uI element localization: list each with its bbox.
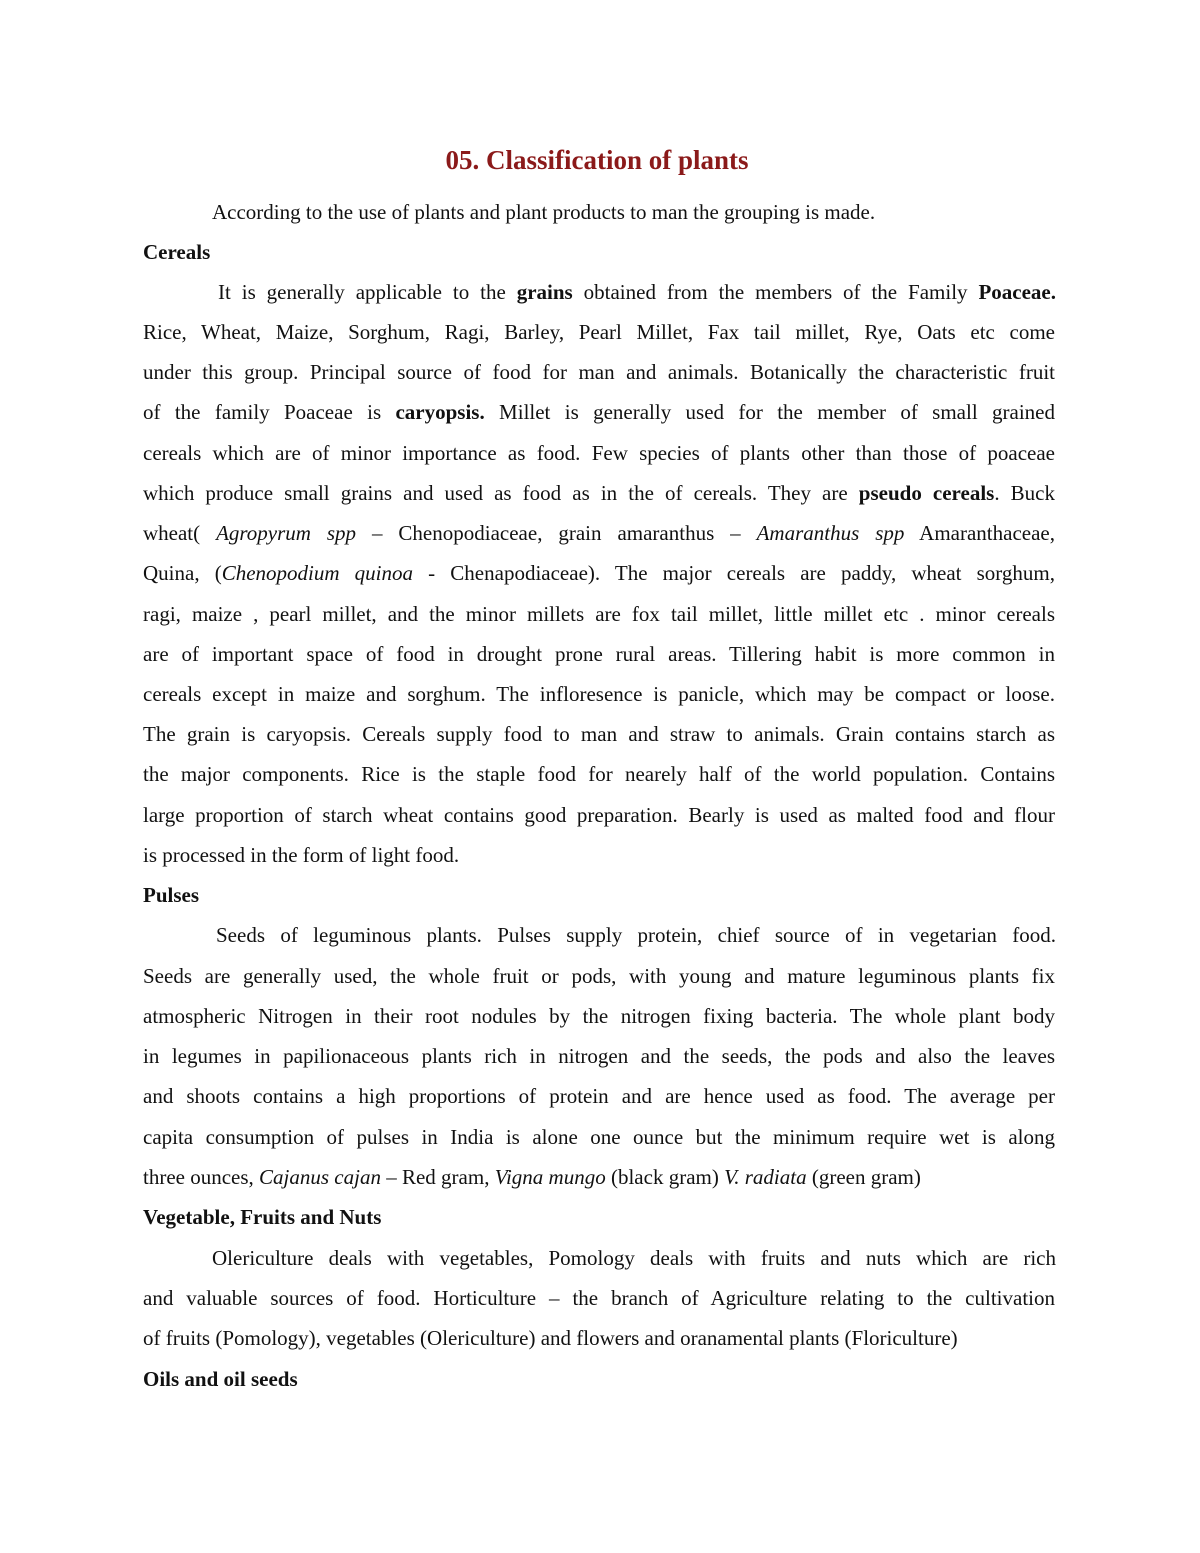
vegetables-line-2: and valuable sources of food. Horticulture – the branch of Agriculture relating to the cultivation <box>143 1286 1055 1310</box>
cereals-line-11: cereals except in maize and sorghum. The infloresence is panicle, which may be compact or loose. <box>143 682 1055 706</box>
cereals-line-1: It is generally applicable to the grains obtained from the members of the Family Poaceae. <box>218 280 1056 304</box>
vegetables-line-3: of fruits (Pomology), vegetables (Olericulture) and flowers and oranamental plants (Floriculture) <box>143 1326 958 1350</box>
cereals-line-6: which produce small grains and used as food as in the of cereals. They are pseudo cereals. Buck <box>143 481 1055 505</box>
cereals-line-7: wheat( Agropyrum spp – Chenopodiaceae, grain amaranthus – Amaranthus spp Amaranthaceae, <box>143 521 1055 545</box>
cereals-line-13: the major components. Rice is the staple food for nearely half of the world population. Contains <box>143 762 1055 786</box>
cereals-line-14: large proportion of starch wheat contains good preparation. Bearly is used as malted food and flour <box>143 803 1055 827</box>
cereals-line-10: are of important space of food in drought prone rural areas. Tillering habit is more common in <box>143 642 1055 666</box>
pulses-line-6: capita consumption of pulses in India is alone one ounce but the minimum require wet is along <box>143 1125 1055 1149</box>
pulses-line-1: Seeds of leguminous plants. Pulses supply protein, chief source of in vegetarian food. <box>216 923 1056 947</box>
pulses-line-7: three ounces, Cajanus cajan – Red gram, Vigna mungo (black gram) V. radiata (green gram) <box>143 1165 921 1189</box>
pulses-line-3: atmospheric Nitrogen in their root nodules by the nitrogen fixing bacteria. The whole plant body <box>143 1004 1055 1028</box>
pulses-line-4: in legumes in papilionaceous plants rich in nitrogen and the seeds, the pods and also the leaves <box>143 1044 1055 1068</box>
cereals-line-8: Quina, (Chenopodium quinoa - Chenapodiaceae). The major cereals are paddy, wheat sorghum, <box>143 561 1055 585</box>
pulses-line-5: and shoots contains a high proportions of protein and are hence used as food. The average per <box>143 1084 1055 1108</box>
vegetables-line-1: Olericulture deals with vegetables, Pomology deals with fruits and nuts which are rich <box>212 1246 1056 1270</box>
cereals-line-12: The grain is caryopsis. Cereals supply food to man and straw to animals. Grain contains starch as <box>143 722 1055 746</box>
cereals-line-5: cereals which are of minor importance as food. Few species of plants other than those of poaceae <box>143 441 1055 465</box>
heading-cereals: Cereals <box>143 240 211 264</box>
cereals-line-3: under this group. Principal source of food for man and animals. Botanically the characteristic fruit <box>143 360 1055 384</box>
cereals-line-9: ragi, maize , pearl millet, and the minor millets are fox tail millet, little millet etc . minor cereals <box>143 602 1055 626</box>
heading-pulses: Pulses <box>143 883 200 907</box>
pulses-line-2: Seeds are generally used, the whole fruit or pods, with young and mature leguminous plants fix <box>143 964 1055 988</box>
intro-text: According to the use of plants and plant products to man the grouping is made. <box>212 200 876 224</box>
cereals-line-4: of the family Poaceae is caryopsis. Millet is generally used for the member of small grained <box>143 400 1055 424</box>
cereals-line-2: Rice, Wheat, Maize, Sorghum, Ragi, Barley, Pearl Millet, Fax tail millet, Rye, Oats etc come <box>143 320 1055 344</box>
heading-oils: Oils and oil seeds <box>143 1367 298 1391</box>
cereals-line-15: is processed in the form of light food. <box>143 843 460 867</box>
page-title: 05. Classification of plants <box>445 145 749 175</box>
heading-vegetables: Vegetable, Fruits and Nuts <box>143 1205 382 1229</box>
